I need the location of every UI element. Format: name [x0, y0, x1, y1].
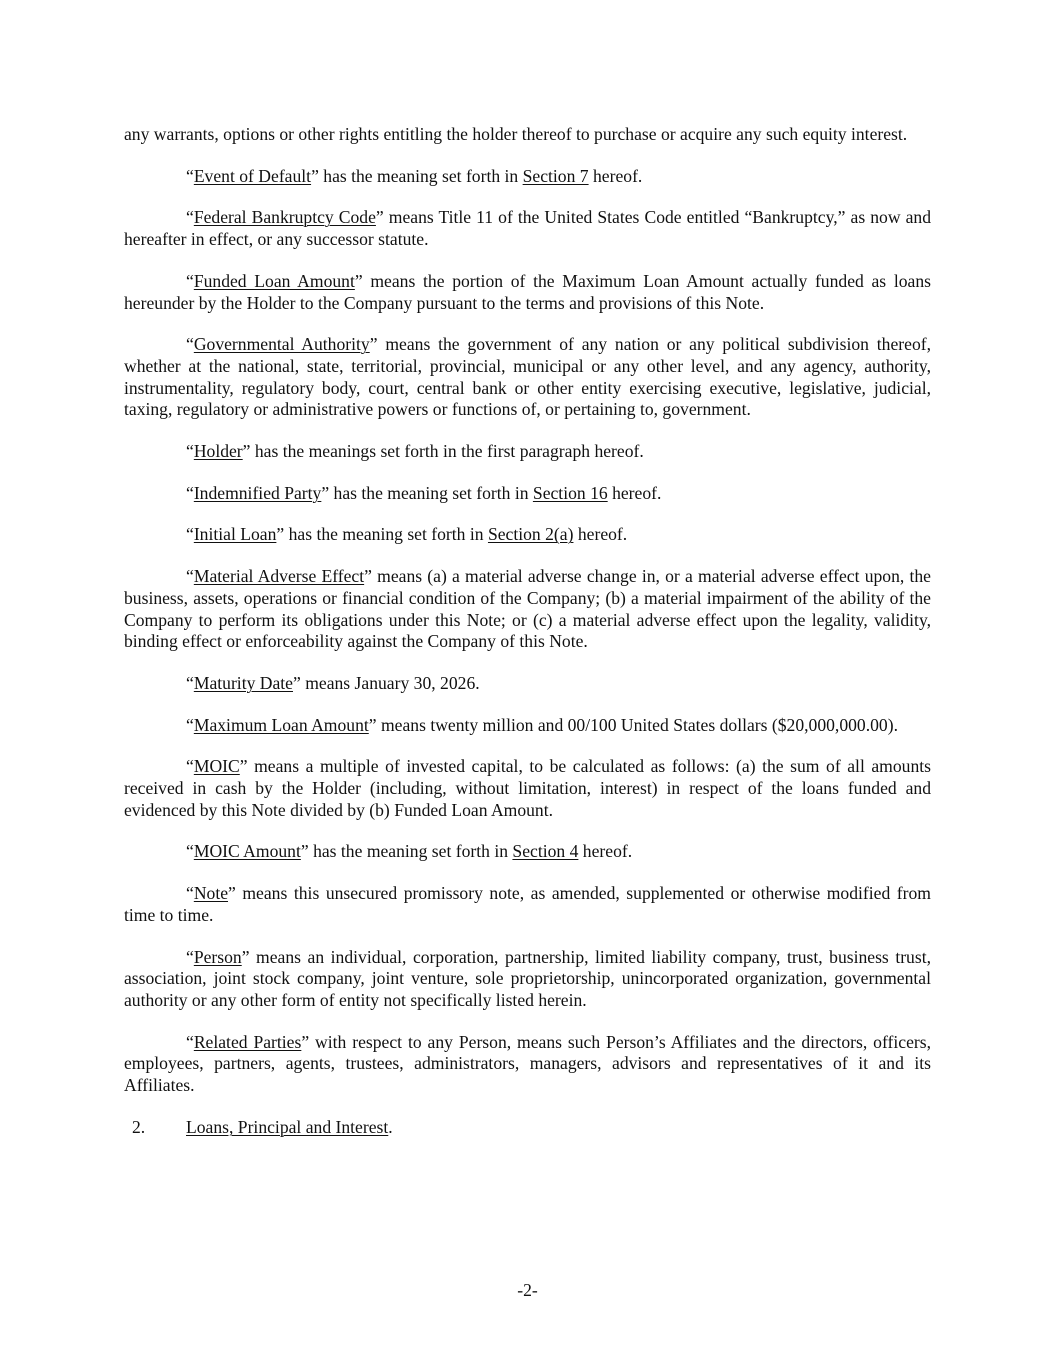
section-reference: Section 2(a): [487, 524, 574, 545]
definition-text: means (a) a material adverse change in, or a material adverse effect upon, the business, assets, operations or financial condition of the Company; (b) a material impairment of the ability of the Company to perform its obligations under this Note; or (c) a material adverse effect upon the legality, validity, binding effect or enforceability against the Company of this Note.: [124, 566, 931, 652]
section-reference: Section 16: [532, 482, 608, 503]
definition-text-end: hereof.: [588, 165, 643, 186]
definition-text-end: hereof.: [573, 524, 628, 545]
definition-federal-bankruptcy-code: “Federal Bankruptcy Code” means Title 11 of the United States Code entitled “Bankruptcy,” as now and hereafter in effect, or any successor statute.: [124, 207, 931, 250]
defined-term: Initial Loan: [193, 524, 277, 545]
definition-maturity-date: “Maturity Date” means January 30, 2026.: [186, 672, 480, 693]
defined-term: Note: [193, 883, 229, 904]
definition-text: means Title 11 of the United States Code entitled “Bankruptcy,” as now and hereafter in effect, or any successor statute.: [124, 207, 931, 250]
defined-term: Material Adverse Effect: [193, 566, 365, 587]
definition-text: means an individual, corporation, partnership, limited liability company, trust, business trust, association, joint stock company, joint venture, sole proprietorship, unincorporated organization, governmental authority or any other form of entity not specifically listed herein.: [124, 946, 931, 1010]
section-number: 2.: [132, 1116, 146, 1137]
defined-term: Related Parties: [193, 1031, 302, 1052]
definition-text: has the meaning set forth in: [284, 524, 488, 545]
definition-related-parties: “Related Parties” with respect to any Person, means such Person’s Affiliates and the directors, officers, employees, partners, agents, trustees, administrators, managers, advisors and representatives of it and its Affiliates.: [124, 1031, 931, 1096]
definition-text: means a multiple of invested capital, to be calculated as follows: (a) the sum of all amounts received in cash by the Holder (including, without limitation, interest) in respect of the loans funded and evidenced by this Note divided by (b) Funded Loan Amount.: [124, 756, 931, 820]
page-number: -2-: [517, 1280, 538, 1300]
definition-text: means the government of any nation or any political subdivision thereof, whether at the national, state, territorial, provincial, municipal or any other level, and any agency, authority, instrumentality, regulatory body, court, central bank or other entity exercising executive, legislative, judicial, taxing, regulatory or administrative powers or functions of, or pertaining to, government.: [124, 334, 932, 420]
definition-material-adverse-effect: “Material Adverse Effect” means (a) a material adverse change in, or a material adverse effect upon, the business, assets, operations or financial condition of the Company; (b) a material impairment of the ability of the Company to perform its obligations under this Note; or (c) a material adverse effect upon the legality, validity, binding effect or enforceability against the Company of this Note.: [124, 566, 931, 652]
defined-term: Federal Bankruptcy Code: [193, 207, 376, 228]
definition-governmental-authority: “Governmental Authority” means the government of any nation or any political subdivision thereof, whether at the national, state, territorial, provincial, municipal or any other level, and any agency, authority, instrumentality, regulatory body, court, central bank or other entity exercising executive, legislative, judicial, taxing, regulatory or administrative powers or functions of, or pertaining to, government.: [124, 334, 932, 420]
definition-event-of-default: “Event of Default” has the meaning set forth in Section 7 hereof.: [186, 165, 643, 186]
section-title: Loans, Principal and Interest: [186, 1116, 389, 1137]
definition-moic: “MOIC” means a multiple of invested capital, to be calculated as follows: (a) the sum of all amounts received in cash by the Holder (including, without limitation, interest) in respect of the loans funded and evidenced by this Note divided by (b) Funded Loan Amount.: [124, 756, 931, 820]
defined-term: Indemnified Party: [193, 482, 322, 503]
defined-term: Holder: [193, 441, 243, 462]
definition-text: means twenty million and 00/100 United States dollars ($20,000,000.00).: [376, 714, 898, 735]
continuation-paragraph: any warrants, options or other rights entitling the holder thereof to purchase or acquire any such equity interest.: [124, 124, 908, 144]
definition-holder: “Holder” has the meanings set forth in the first paragraph hereof.: [186, 441, 644, 462]
defined-term: MOIC Amount: [193, 841, 301, 862]
definition-text: has the meaning set forth in: [329, 482, 533, 503]
definition-text: means the portion of the Maximum Loan Amount actually funded as loans hereunder by the Holder to the Company pursuant to the terms and provisions of this Note.: [124, 270, 931, 313]
definition-moic-amount: “MOIC Amount” has the meaning set forth in Section 4 hereof.: [186, 841, 633, 862]
definition-text: has the meaning set forth in: [318, 165, 523, 186]
section-title-suffix: .: [388, 1116, 393, 1137]
definition-funded-loan-amount: “Funded Loan Amount” means the portion of the Maximum Loan Amount actually funded as loans hereunder by the Holder to the Company pursuant to the terms and provisions of this Note.: [124, 270, 931, 313]
defined-term: Maturity Date: [193, 672, 293, 693]
defined-term: Funded Loan Amount: [193, 270, 355, 291]
definition-text-end: hereof.: [607, 482, 662, 503]
definition-maximum-loan-amount: “Maximum Loan Amount” means twenty million and 00/100 United States dollars ($20,000,000.00).: [186, 714, 898, 735]
definition-text-end: hereof.: [578, 841, 633, 862]
defined-term: Event of Default: [193, 165, 312, 186]
defined-term: MOIC: [193, 756, 240, 777]
definition-text: means January 30, 2026.: [300, 672, 480, 693]
document-page-body: [124, 124, 931, 1139]
definition-indemnified-party: “Indemnified Party” has the meaning set forth in Section 16 hereof.: [186, 482, 662, 503]
defined-term: Maximum Loan Amount: [193, 714, 369, 735]
definition-text: means this unsecured promissory note, as amended, supplemented or otherwise modified from time to time.: [124, 883, 931, 925]
definition-text: has the meaning set forth in: [308, 841, 513, 862]
definition-text: with respect to any Person, means such Person’s Affiliates and the directors, officers, employees, partners, agents, trustees, administrators, managers, advisors and representatives of it and its Affiliates.: [124, 1031, 931, 1096]
section-heading: [124, 1117, 931, 1139]
definition-person: “Person” means an individual, corporation, partnership, limited liability company, trust, business trust, association, joint stock company, joint venture, sole proprietorship, unincorporated organization, governmental authority or any other form of entity not specifically listed herein.: [124, 946, 931, 1010]
definition-text: has the meanings set forth in the first paragraph hereof.: [250, 441, 644, 462]
definition-note: “Note” means this unsecured promissory note, as amended, supplemented or otherwise modified from time to time.: [124, 883, 931, 925]
section-reference: Section 4: [512, 841, 579, 862]
defined-term: Person: [193, 946, 242, 967]
defined-term: Governmental Authority: [193, 334, 370, 355]
section-reference: Section 7: [522, 165, 589, 186]
definition-initial-loan: “Initial Loan” has the meaning set forth in Section 2(a) hereof.: [186, 524, 628, 545]
